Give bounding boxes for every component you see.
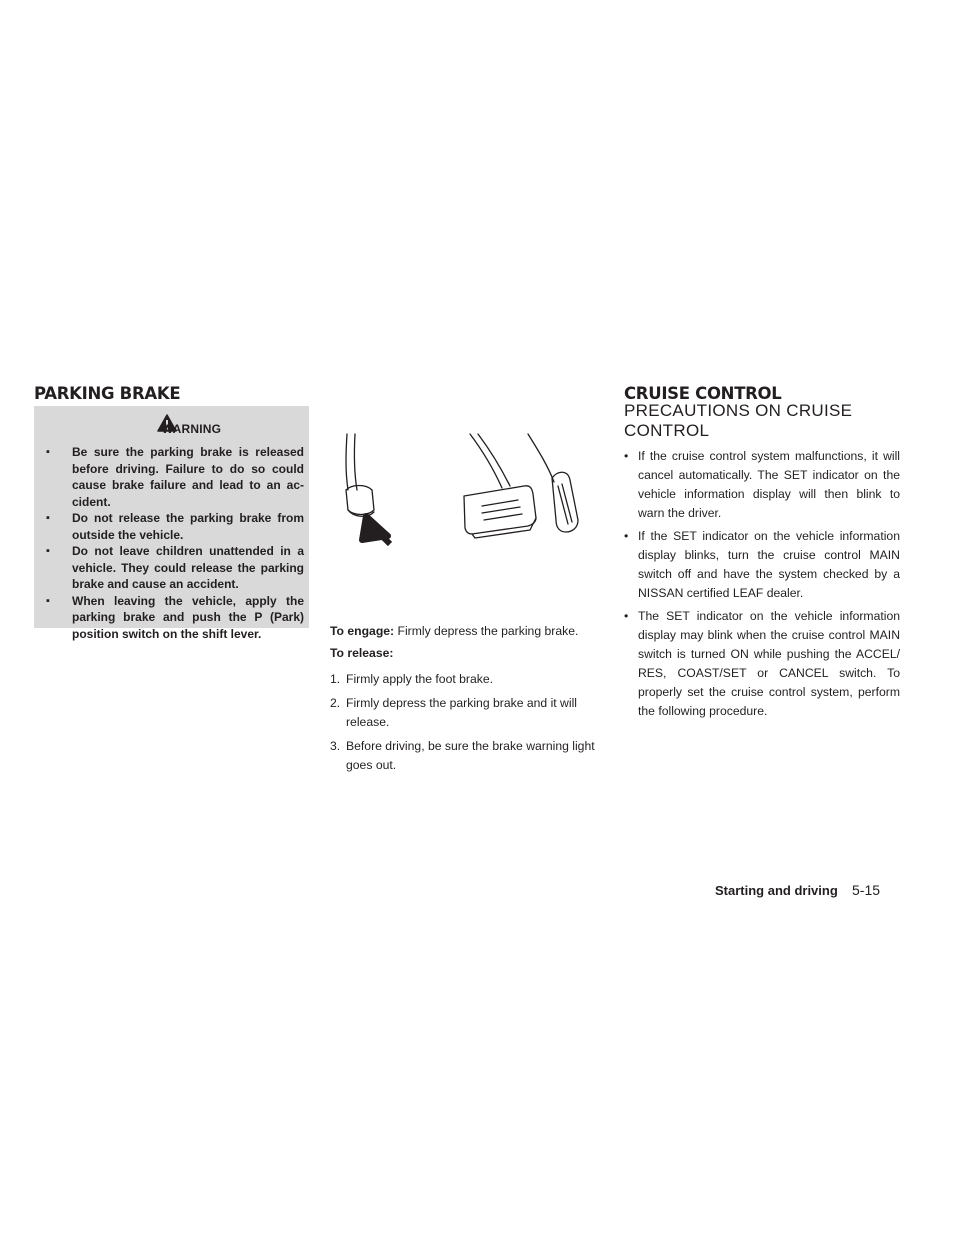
release-step: 1. Firmly apply the foot brake. — [330, 672, 493, 686]
precaution-item: • If the cruise control system malfunctions, it will cancel automatically. The SET indicator on the vehicle information display will then blink to warn the driver. — [624, 447, 900, 523]
warning-item: ▪ Do not leave children unattended in a vehicle. They could release the parking brake and cause an accident. — [44, 543, 304, 593]
footer-section-title: Starting and driving — [715, 883, 838, 898]
push-arrow-icon — [362, 516, 390, 544]
warning-item: ▪ Do not release the parking brake from outside the vehicle. — [44, 510, 304, 543]
warning-title: WARNING — [161, 422, 222, 436]
warning-list — [44, 444, 304, 642]
parking-brake-heading: PARKING BRAKE — [34, 384, 181, 403]
page-number: 5-15 — [852, 882, 881, 898]
release-step: 3. Before driving, be sure the brake warning light goes out. — [330, 739, 595, 772]
precautions-subheading: PRECAUTIONS ON CRUISE CONTROL — [624, 401, 853, 440]
parking-brake-pedal-illustration — [332, 420, 604, 620]
engage-instruction — [330, 622, 610, 641]
precaution-item: • If the SET indicator on the vehicle information display blinks, turn the cruise control MAIN switch off and have the system checked by a NISSAN certified LEAF dealer. — [624, 527, 900, 603]
engage-text: Firmly depress the parking brake. — [397, 624, 579, 638]
engage-label: To engage: — [330, 624, 395, 638]
warning-item: ▪ When leaving the vehicle, apply the parking brake and push the P (Park) position switch on the shift lever. — [44, 593, 304, 643]
precaution-item: • The SET indicator on the vehicle information display may blink when the cruise control MAIN switch is turned ON while pushing the ACCEL/ RES, COAST/SET or CANCEL switch. To properly set the cruise control system, perform the following procedure. — [624, 607, 900, 721]
cruise-control-heading: CRUISE CONTROL — [624, 384, 782, 403]
warning-item: ▪ Be sure the parking brake is released before driving. Failure to do so could cause brake failure and lead to an ac-cident. — [44, 444, 304, 510]
release-step: 2. Firmly depress the parking brake and it will release. — [330, 696, 577, 729]
warning-box — [34, 406, 309, 641]
release-label: To release: — [330, 646, 394, 660]
precautions-list — [624, 447, 900, 725]
release-steps-list — [330, 670, 605, 780]
